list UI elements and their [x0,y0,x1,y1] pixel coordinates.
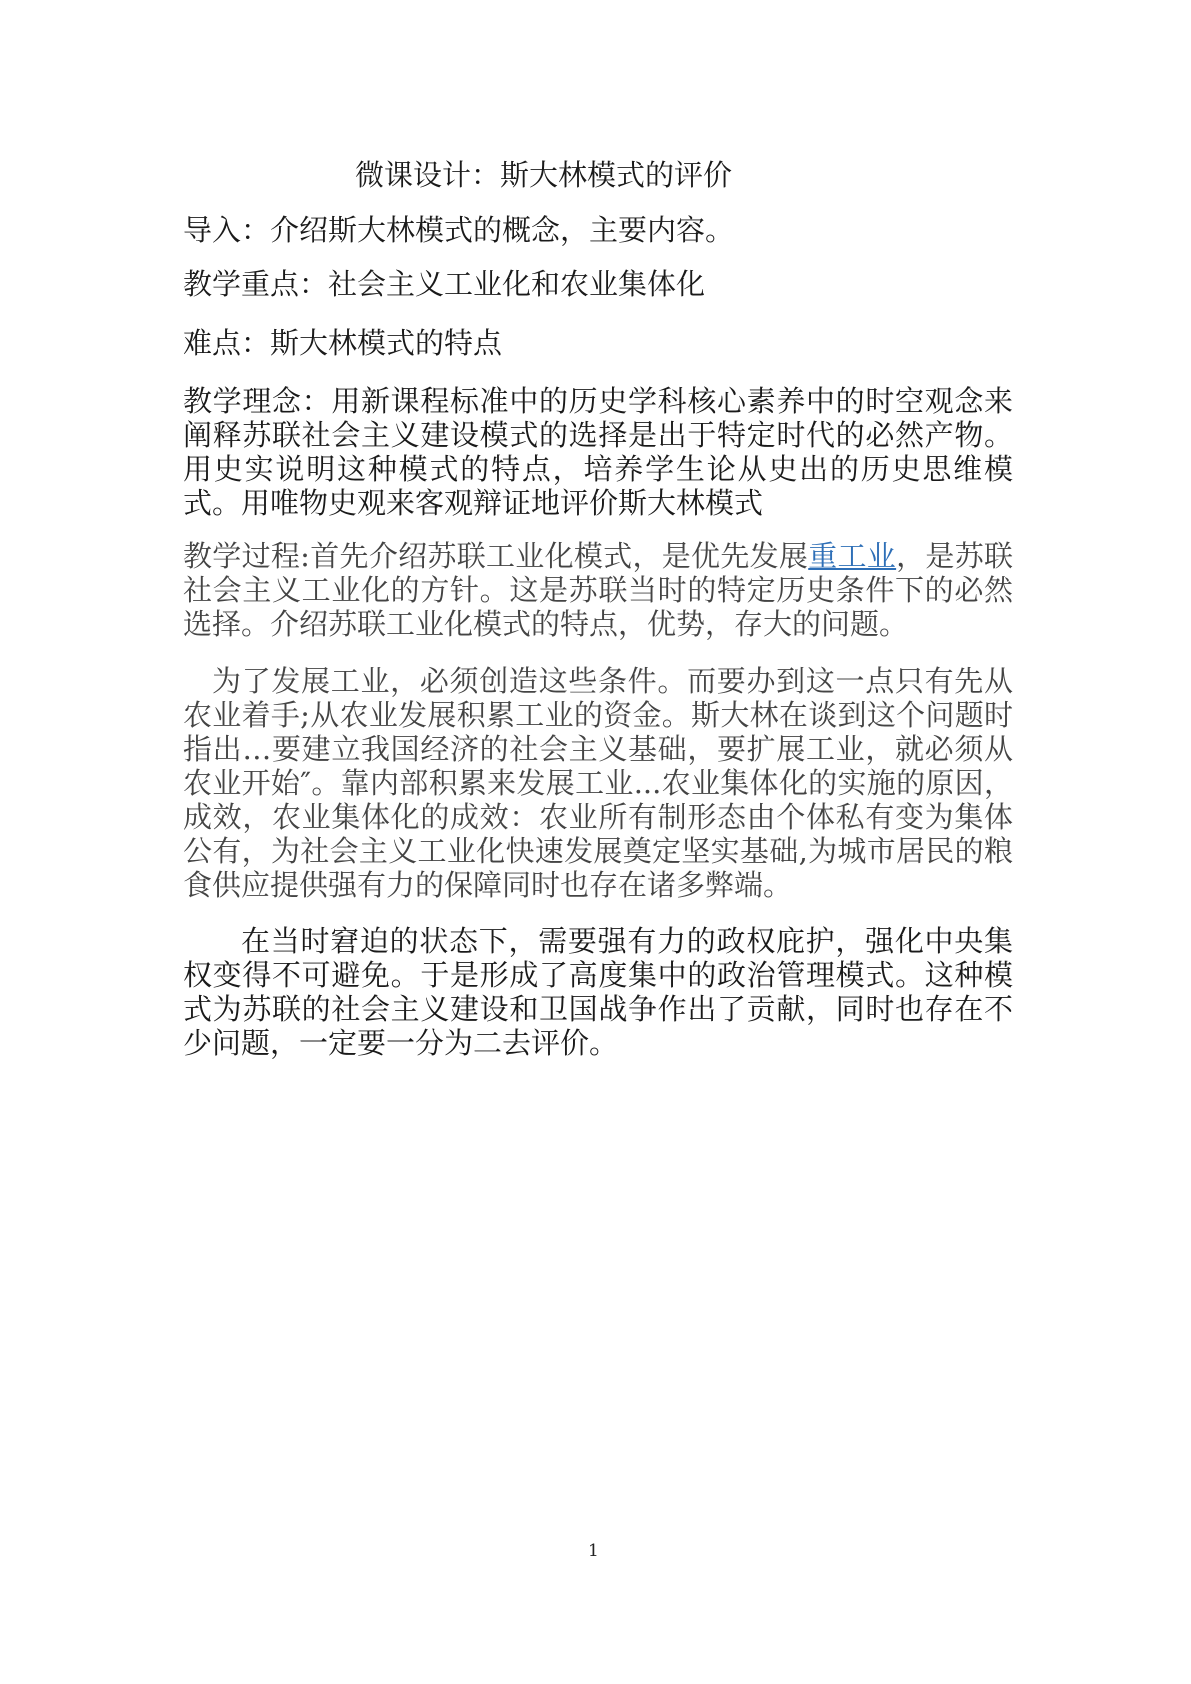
agriculture-collectivization-paragraph: 为了发展工业，必须创造这些条件。而要办到这一点只有先从农业着手;从农业发展积累工业的资金。斯大林在谈到这个问题时指出…要建立我国经济的社会主义基础，要扩展工业，就必须从农业开始″。靠内部积累来发展工业...农业集体化的实施的原因，成效，农业集体化的成效：农业所有制形态由个体私有变为集体公有，为社会主义工业化快速发展奠定坚实基础,为城市居民的粮食供应提供强有力的保障同时也存在诸多弊端。 [183,664,1013,902]
key-point-line: 教学重点：社会主义工业化和农业集体化 [183,267,706,301]
teaching-philosophy-paragraph: 教学理念：用新课程标准中的历史学科核心素养中的时空观念来阐释苏联社会主义建设模式的选择是出于特定时代的必然产物。用史实说明这种模式的特点，培养学生论从史出的历史思维模式。用唯物史观来客观辩证地评价斯大林模式 [183,384,1013,520]
teaching-process-paragraph [183,539,1013,641]
process-text-before-link: 教学过程:首先介绍苏联工业化模式，是优先发展 [183,539,809,573]
process-text-after-link: ，是苏联社会主义工业化的方针。这是苏联当时的特定历史条件下的必然选择。介绍苏联工业化模式的特点，优势，存大的问题。 [183,539,1013,641]
page-number: 1 [588,1541,599,1561]
intro-line: 导入：介绍斯大林模式的概念，主要内容。 [183,213,735,247]
document-title: 微课设计：斯大林模式的评价 [355,158,733,192]
heavy-industry-link[interactable]: 重工业 [808,539,897,573]
political-model-paragraph: 在当时窘迫的状态下，需要强有力的政权庇护，强化中央集权变得不可避免。于是形成了高度集中的政治管理模式。这种模式为苏联的社会主义建设和卫国战争作出了贡献，同时也存在不少问题，一定要一分为二去评价。 [183,924,1013,1060]
difficulty-line: 难点：斯大林模式的特点 [183,326,503,360]
